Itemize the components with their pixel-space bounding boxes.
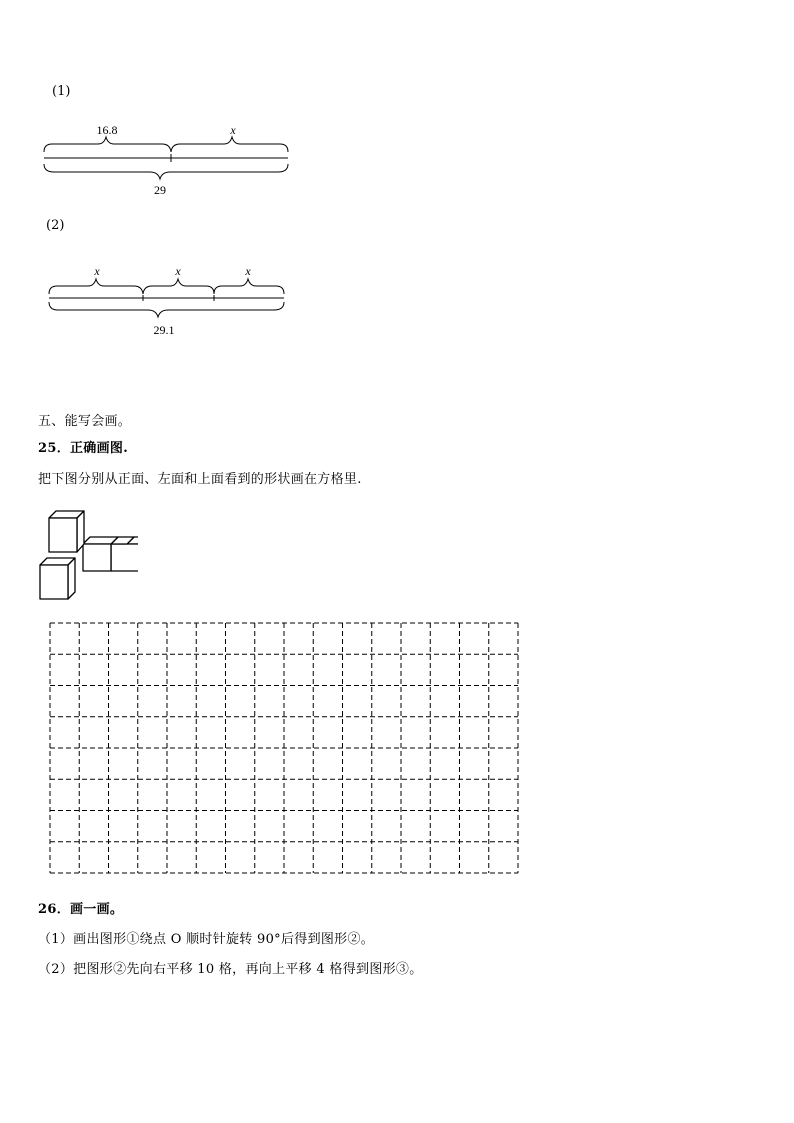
line-segment-diagram-1 — [38, 120, 298, 205]
q26-title: 26．画一画。 — [38, 902, 124, 917]
brace-bottom — [49, 302, 284, 317]
part1-label: (1) — [52, 84, 71, 99]
total-label: 29 — [154, 183, 166, 197]
seg-a-label: 16.8 — [96, 123, 118, 137]
part2-label: (2) — [46, 218, 65, 233]
section5-heading: 五、能写会画。 — [38, 414, 132, 429]
brace-top-left — [44, 137, 171, 152]
brace-bottom — [44, 164, 288, 179]
drawing-grid[interactable] — [49, 622, 523, 876]
q25-title: 25．正确画图. — [38, 441, 129, 456]
q25-instruction: 把下图分别从正面、左面和上面看到的形状画在方格里. — [38, 472, 362, 487]
seg-2-label: x — [175, 264, 181, 278]
seg-1-label: x — [94, 264, 100, 278]
total-label: 29.1 — [153, 323, 175, 337]
cube-figure — [38, 508, 138, 603]
seg-3-label: x — [245, 264, 251, 278]
brace-seg-1 — [49, 279, 143, 294]
q26-line1: （1）画出图形①绕点 O 顺时针旋转 90°后得到图形②。 — [38, 932, 375, 947]
line-segment-diagram-2 — [40, 260, 300, 345]
brace-seg-3 — [214, 279, 284, 294]
brace-seg-2 — [143, 279, 214, 294]
brace-top-right — [171, 137, 288, 152]
q26-line2: （2）把图形②先向右平移 10 格，再向上平移 4 格得到图形③。 — [38, 962, 423, 977]
seg-b-label: x — [230, 123, 236, 137]
